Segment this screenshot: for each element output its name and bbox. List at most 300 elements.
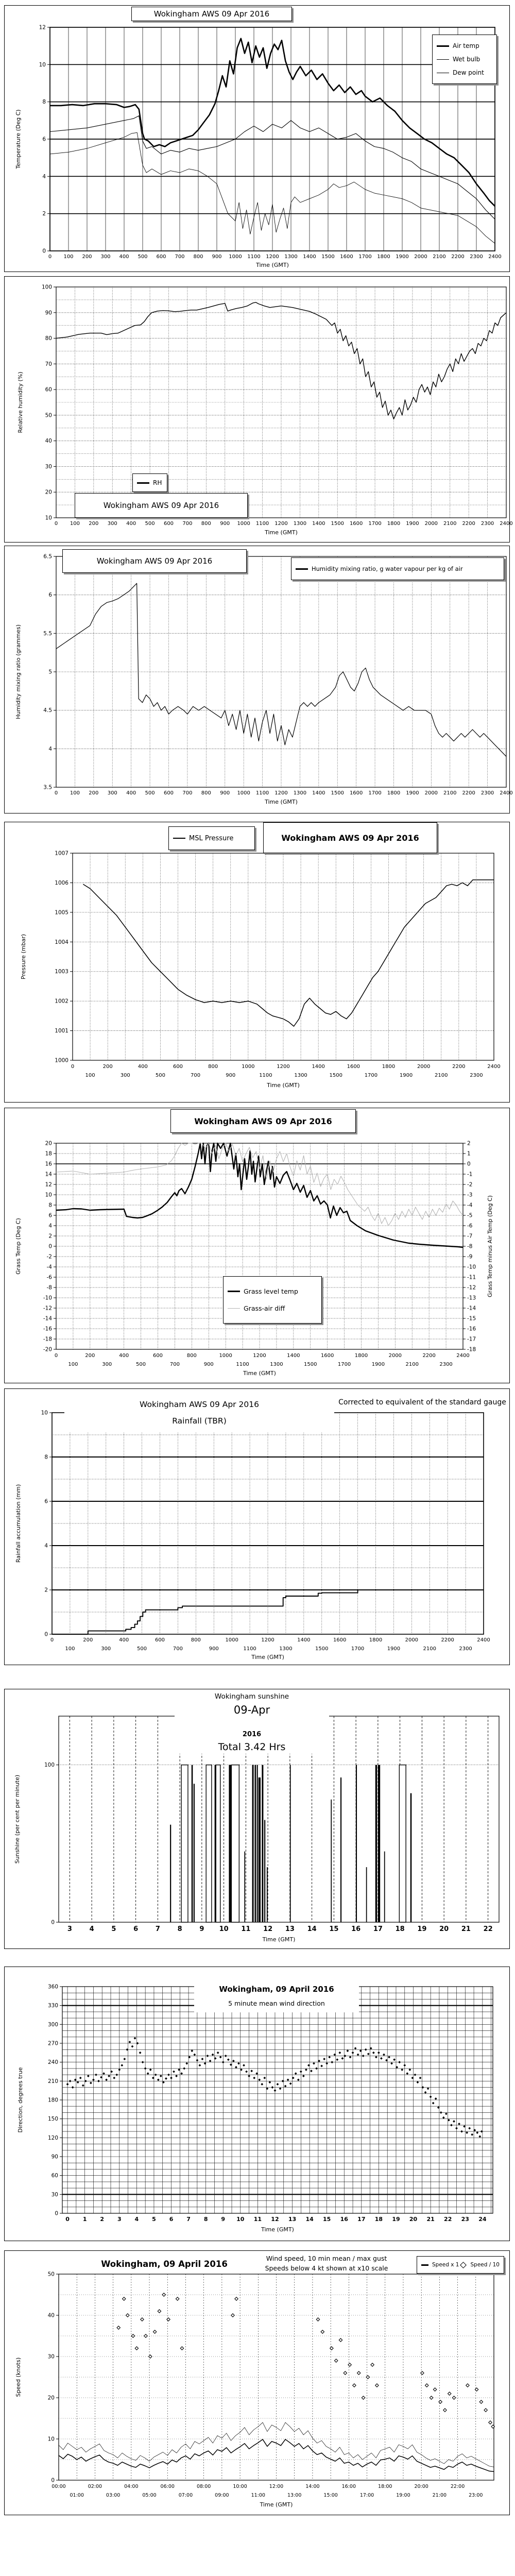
x-tick-label: 800: [186, 1353, 197, 1359]
y-tick-label: 120: [47, 2134, 58, 2141]
y-tick-label: 8: [42, 99, 46, 106]
x-tick-label: 900: [220, 790, 230, 796]
legend-item: [173, 835, 250, 842]
y-axis-label: Direction, degrees true: [17, 2067, 24, 2133]
legend-label: Speed x 1: [432, 2262, 459, 2268]
x-tick-label: 1400: [312, 1064, 325, 1070]
x-tick-label: 10: [219, 1925, 229, 1933]
y2-tick-label: -15: [467, 1315, 476, 1322]
temperature-chart: [4, 5, 510, 272]
x-tick-label: 300: [101, 1646, 111, 1652]
x-tick-label: 1800: [382, 1064, 396, 1070]
wind-speed-chart: [4, 2250, 510, 2515]
chart-title-text: Wokingham, 09 April 2016: [101, 2259, 228, 2269]
y-tick-label: 0: [55, 2210, 58, 2217]
y2-tick-label: -2: [467, 1181, 473, 1188]
y-tick-label: 100: [44, 1762, 55, 1769]
x-tick-label: 200: [89, 521, 99, 527]
grass-temp-chart-canvas: [5, 1108, 509, 1382]
x-tick-label: 0: [54, 1353, 58, 1359]
x-tick-label: 24: [478, 2216, 487, 2223]
x-axis-label: Time (GMT): [260, 2501, 293, 2508]
y-tick-label: 1002: [55, 998, 68, 1005]
x-tick-label: 2300: [480, 521, 494, 527]
chart-title: Wokingham sunshine: [214, 1692, 289, 1701]
y-tick-label: 40: [45, 438, 52, 445]
y-tick-label: -14: [43, 1315, 52, 1322]
chart-subtitle: 5 minute mean wind direction: [228, 1999, 325, 2007]
rh-line-icon: [137, 482, 149, 484]
x-tick-label: 2: [100, 2216, 105, 2223]
y2-tick-label: -9: [467, 1253, 473, 1260]
x-tick-label: 800: [191, 1637, 201, 1643]
y-tick-label: 30: [47, 2353, 55, 2360]
x-tick-label: 600: [152, 1353, 163, 1359]
x-tick-label: 200: [82, 254, 92, 260]
x-tick-label: 14:00: [305, 2484, 320, 2489]
y2-tick-label: -16: [467, 1326, 476, 1332]
legend-item: [296, 565, 500, 572]
x-tick-label: 1000: [229, 254, 242, 260]
y-tick-label: 1007: [55, 850, 68, 857]
x-tick-label: 900: [203, 1362, 214, 1367]
x-tick-label: 4: [89, 1925, 94, 1933]
x-tick-label: 1000: [225, 1637, 238, 1643]
y-tick-label: 10: [41, 1410, 48, 1416]
x-tick-label: 1100: [255, 521, 269, 527]
y-tick-label: 14: [45, 1171, 52, 1178]
x-tick-label: 1900: [371, 1362, 385, 1367]
x-tick-label: 3: [67, 1925, 72, 1933]
y-tick-label: 6: [48, 1212, 52, 1219]
y-tick-label: 5: [48, 669, 52, 675]
y-tick-label: 6: [42, 136, 46, 143]
legend-label: Speed / 10: [470, 2262, 500, 2268]
x-tick-label: 1100: [247, 254, 261, 260]
x-tick-label: 02:00: [88, 2484, 102, 2489]
x-tick-label: 2200: [422, 1353, 436, 1359]
x-tick-label: 6: [169, 2216, 174, 2223]
x-tick-label: 1900: [399, 1073, 413, 1078]
y-tick-label: 1006: [55, 879, 68, 886]
x-tick-label: 17: [357, 2216, 366, 2223]
y-tick-label: 1000: [55, 1057, 68, 1064]
x-tick-label: 1900: [406, 790, 419, 796]
y-tick-label: 0: [51, 2477, 55, 2484]
note-text: Corrected to equivalent of the standard gauge: [338, 1398, 506, 1406]
chart-title-box: [170, 1109, 356, 1133]
y-tick-label: 100: [41, 284, 52, 291]
y-tick-label: 180: [47, 2097, 58, 2104]
y-tick-label: 80: [45, 335, 52, 342]
legend-label: Air temp: [453, 42, 479, 49]
x-tick-label: 20:00: [414, 2484, 428, 2489]
x-tick-label: 500: [145, 521, 155, 527]
x-tick-label: 12: [271, 2216, 279, 2223]
pressure-legend: [168, 826, 255, 850]
x-tick-label: 2400: [487, 1064, 501, 1070]
x-tick-label: 18: [395, 1925, 405, 1933]
x-tick-label: 2300: [470, 1073, 483, 1078]
x-tick-label: 500: [155, 1073, 165, 1078]
x-tick-label: 400: [119, 1353, 129, 1359]
temperature-legend: [432, 35, 497, 84]
y-tick-label: -16: [43, 1326, 52, 1332]
x-tick-label: 1800: [377, 254, 390, 260]
y-tick-label: 4: [44, 1543, 48, 1549]
y-tick-label: 0: [42, 248, 46, 255]
x-tick-label: 9: [221, 2216, 226, 2223]
x-tick-label: 1400: [303, 254, 316, 260]
x-tick-label: 1700: [351, 1646, 365, 1652]
x-tick-label: 600: [173, 1064, 183, 1070]
y-tick-label: 50: [47, 2271, 55, 2278]
x-tick-label: 8: [203, 2216, 208, 2223]
mixing-ratio-chart: [4, 546, 513, 814]
y-tick-label: 12: [39, 24, 46, 31]
x-tick-label: 2400: [488, 254, 502, 260]
x-tick-label: 100: [68, 1362, 78, 1367]
y-tick-label: 0: [48, 1243, 52, 1250]
rainfall-chart: [4, 1388, 510, 1665]
x-tick-label: 1900: [396, 254, 409, 260]
x-tick-label: 2300: [470, 254, 483, 260]
x-tick-label: 13: [285, 1925, 295, 1933]
legend-item: [437, 56, 492, 63]
y2-tick-label: -14: [467, 1305, 476, 1312]
year-label: 2016: [242, 1731, 262, 1738]
y-tick-label: 18: [45, 1150, 52, 1157]
x-tick-label: 22: [483, 1925, 493, 1933]
x-tick-label: 800: [208, 1064, 218, 1070]
y-tick-label: 4: [48, 1223, 52, 1229]
x-tick-label: 800: [201, 790, 211, 796]
y-tick-label: 50: [45, 412, 52, 419]
x-tick-label: 1000: [237, 521, 250, 527]
y-axis-label: Sunshine (per cent per minute): [14, 1774, 21, 1864]
y-tick-label: 60: [51, 2173, 58, 2179]
x-tick-label: 2100: [435, 1073, 448, 1078]
chart-title: Wokingham AWS 09 Apr 2016: [281, 833, 419, 843]
chart-title: [72, 2259, 257, 2269]
x-tick-label: 900: [220, 521, 230, 527]
x-tick-label: 6: [133, 1925, 139, 1933]
y-tick-label: 8: [44, 1454, 48, 1461]
x-tick-label: 2400: [500, 521, 513, 527]
x-tick-label: 400: [119, 1637, 129, 1643]
x-tick-label: 500: [137, 1646, 147, 1652]
x-tick-label: 900: [212, 254, 222, 260]
y2-axis-label: Grass Temp minus Air Temp (Deg C): [487, 1195, 493, 1297]
x-tick-label: 700: [175, 254, 185, 260]
y-axis-label: Pressure (mbar): [20, 934, 27, 980]
x-tick-label: 400: [126, 521, 136, 527]
wet-bulb-line-icon: [437, 59, 449, 60]
x-tick-label: 7: [186, 2216, 191, 2223]
x-tick-label: 0: [65, 2216, 70, 2223]
y-tick-label: 12: [45, 1181, 52, 1188]
x-tick-label: 1600: [349, 521, 363, 527]
x-tick-label: 1300: [293, 790, 307, 796]
x-tick-label: 2400: [500, 790, 513, 796]
y-tick-label: 70: [45, 361, 52, 367]
y-tick-label: 20: [47, 2395, 55, 2401]
chart-title-box: [75, 493, 248, 518]
legend-item: [437, 42, 492, 49]
y-tick-label: 4: [48, 745, 52, 752]
x-tick-label: 19: [392, 2216, 400, 2223]
x-tick-label: 22: [444, 2216, 452, 2223]
x-tick-label: 01:00: [70, 2493, 84, 2498]
x-tick-label: 2300: [480, 790, 494, 796]
y-tick-label: 90: [45, 310, 52, 316]
y-tick-label: 0: [51, 1919, 55, 1926]
x-tick-label: 1800: [387, 521, 401, 527]
x-tick-label: 1300: [279, 1646, 293, 1652]
x-tick-label: 900: [226, 1073, 236, 1078]
y-tick-label: 10: [39, 61, 46, 68]
x-tick-label: 1200: [253, 1353, 266, 1359]
x-tick-label: 0: [48, 254, 52, 260]
x-tick-label: 600: [156, 254, 166, 260]
x-tick-label: 0: [54, 790, 58, 796]
x-tick-label: 600: [163, 790, 174, 796]
y-tick-label: 240: [47, 2059, 58, 2066]
x-tick-label: 23:00: [469, 2493, 483, 2498]
x-tick-label: 1100: [259, 1073, 272, 1078]
x-tick-label: 5: [152, 2216, 156, 2223]
x-tick-label: 2100: [405, 1362, 419, 1367]
x-tick-label: 1900: [406, 521, 419, 527]
y-tick-label: 6: [48, 592, 52, 599]
grass-air-diff-line-icon: [228, 1308, 240, 1309]
x-tick-label: 100: [70, 790, 80, 796]
x-tick-label: 2400: [477, 1637, 490, 1643]
x-tick-label: 1000: [242, 1064, 255, 1070]
y2-tick-label: -6: [467, 1223, 473, 1229]
legend-item: [421, 2262, 459, 2268]
y-tick-label: 2: [48, 1233, 52, 1240]
y-tick-label: 300: [47, 2021, 58, 2028]
x-tick-label: 06:00: [160, 2484, 175, 2489]
x-tick-label: 07:00: [178, 2493, 193, 2498]
x-tick-label: 2000: [405, 1637, 419, 1643]
sunshine-chart: [4, 1689, 510, 1949]
x-tick-label: 2300: [459, 1646, 472, 1652]
x-tick-label: 2000: [417, 1064, 431, 1070]
y-tick-label: -6: [46, 1274, 52, 1281]
wind-speed-legend: [417, 2256, 504, 2274]
wind-speed-chart-canvas: [5, 2251, 509, 2514]
x-tick-label: 1900: [387, 1646, 401, 1652]
y-tick-label: 5.5: [43, 630, 52, 637]
y-axis-label: Speed (knots): [15, 2357, 22, 2397]
x-tick-label: 9: [199, 1925, 204, 1933]
y-tick-label: -4: [46, 1264, 52, 1270]
y-tick-label: 3.5: [43, 784, 52, 791]
chart-title-box: [194, 1979, 359, 2012]
y-axis-label: Relative humidity (%): [17, 371, 24, 433]
y-tick-label: -10: [43, 1295, 52, 1301]
x-tick-label: 3: [117, 2216, 122, 2223]
rh-legend: [132, 473, 167, 492]
x-tick-label: 100: [70, 521, 80, 527]
x-tick-label: 17:00: [359, 2493, 374, 2498]
x-tick-label: 2200: [441, 1637, 454, 1643]
legend-item: [137, 479, 163, 486]
x-tick-label: 2400: [456, 1353, 470, 1359]
x-tick-label: 16:00: [341, 2484, 356, 2489]
x-tick-label: 300: [102, 1362, 112, 1367]
chart-title: Wokingham AWS 09 Apr 2016: [194, 1116, 332, 1126]
x-tick-label: 1600: [320, 1353, 334, 1359]
legend-label: Grass-air diff: [244, 1304, 285, 1313]
x-tick-label: 1700: [364, 1073, 378, 1078]
x-tick-label: 1200: [261, 1637, 274, 1643]
x-tick-label: 4: [134, 2216, 139, 2223]
x-tick-label: 100: [65, 1646, 75, 1652]
y-tick-label: 4.5: [43, 707, 52, 714]
x-axis-label: Time (GMT): [243, 1370, 276, 1377]
x-tick-label: 300: [100, 254, 111, 260]
x-axis-label: Time (GMT): [262, 1936, 296, 1943]
date-label: 09-Apr: [233, 1704, 270, 1716]
x-tick-label: 15:00: [323, 2493, 338, 2498]
x-tick-label: 300: [120, 1073, 130, 1078]
x-tick-label: 1700: [358, 254, 372, 260]
y2-tick-label: -8: [467, 1243, 473, 1250]
chart-title-box: [62, 549, 247, 573]
x-tick-label: 13:00: [287, 2493, 302, 2498]
y-axis-label: Humidity mixing ratio (grammes): [15, 624, 22, 719]
grass-temp-line-icon: [228, 1291, 240, 1292]
x-tick-label: 18: [374, 2216, 383, 2223]
x-tick-label: 21: [461, 1925, 471, 1933]
x-tick-label: 19:00: [396, 2493, 410, 2498]
x-tick-label: 1100: [243, 1646, 256, 1652]
y2-tick-label: -13: [467, 1295, 476, 1301]
y2-tick-label: -5: [467, 1212, 473, 1219]
legend-item: [459, 2262, 500, 2268]
y-tick-label: 6.5: [43, 553, 52, 560]
x-tick-label: 1600: [349, 790, 363, 796]
y2-tick-label: 2: [467, 1140, 471, 1147]
x-tick-label: 200: [83, 1637, 93, 1643]
x-tick-label: 2200: [451, 254, 465, 260]
y2-tick-label: 0: [467, 1161, 471, 1167]
x-tick-label: 2200: [462, 521, 475, 527]
pressure-chart-canvas: [5, 822, 509, 1101]
y-tick-label: 30: [45, 463, 52, 470]
y2-tick-label: -10: [467, 1264, 476, 1270]
wind-direction-chart: [4, 1967, 510, 2241]
chart-title: Wokingham, 09 April 2016: [219, 1985, 334, 1994]
x-tick-label: 1500: [304, 1362, 317, 1367]
y2-tick-label: -7: [467, 1233, 473, 1240]
x-tick-label: 100: [85, 1073, 95, 1078]
x-tick-label: 00:00: [52, 2484, 66, 2489]
note-line-1: Wind speed, 10 min mean / max gust: [266, 2255, 387, 2262]
x-tick-label: 1200: [277, 1064, 290, 1070]
x-tick-label: 0: [71, 1064, 75, 1070]
x-tick-label: 1000: [237, 790, 250, 796]
x-tick-label: 1800: [354, 1353, 368, 1359]
legend-label: Humidity mixing ratio, g water vapour per kg of air: [312, 565, 463, 572]
chart-title: Wokingham AWS 09 Apr 2016: [103, 501, 219, 510]
x-tick-label: 800: [201, 521, 211, 527]
x-tick-label: 1500: [329, 1073, 342, 1078]
y-axis-label: Grass Temp (Deg C): [15, 1218, 22, 1275]
y-tick-label: -2: [46, 1253, 52, 1260]
x-tick-label: 0: [50, 1637, 54, 1643]
y-tick-label: 4: [42, 173, 46, 180]
y-tick-label: 10: [45, 515, 52, 521]
y-tick-label: 16: [45, 1161, 52, 1167]
y-tick-label: 2: [42, 211, 46, 217]
x-tick-label: 15: [323, 2216, 331, 2223]
x-tick-label: 700: [182, 521, 193, 527]
x-tick-label: 2200: [452, 1064, 466, 1070]
x-tick-label: 1700: [368, 790, 382, 796]
x-tick-label: 300: [107, 521, 117, 527]
x-tick-label: 100: [63, 254, 74, 260]
x-tick-label: 1000: [219, 1353, 232, 1359]
y-tick-label: 0: [44, 1631, 48, 1638]
y-tick-label: 1001: [55, 1028, 68, 1035]
x-tick-label: 14: [307, 1925, 317, 1933]
x-tick-label: 400: [126, 790, 136, 796]
legend-item: [437, 69, 492, 76]
x-tick-label: 11:00: [251, 2493, 265, 2498]
y-tick-label: 40: [47, 2312, 55, 2319]
x-tick-label: 1400: [312, 521, 325, 527]
x-tick-label: 1: [82, 2216, 87, 2223]
x-axis-label: Time (GMT): [265, 529, 298, 536]
legend-label: Dew point: [453, 69, 484, 76]
legend-label: Wet bulb: [453, 56, 480, 63]
y-tick-label: 210: [47, 2078, 58, 2084]
y-tick-label: 360: [47, 1984, 58, 1990]
x-tick-label: 1500: [331, 521, 344, 527]
pressure-chart: [4, 822, 510, 1103]
chart-title-box: [64, 1393, 334, 1432]
x-tick-label: 1700: [337, 1362, 351, 1367]
x-tick-label: 20: [409, 2216, 418, 2223]
x-tick-label: 03:00: [106, 2493, 121, 2498]
x-tick-label: 04:00: [124, 2484, 139, 2489]
x-tick-label: 1500: [321, 254, 335, 260]
x-tick-label: 17: [373, 1925, 383, 1933]
mixing-ratio-chart-canvas: [5, 546, 513, 812]
x-tick-label: 1200: [274, 790, 288, 796]
diamond-icon: [460, 2262, 467, 2268]
x-tick-label: 21: [426, 2216, 435, 2223]
chart-title-box: [131, 7, 292, 21]
legend-item: [228, 1304, 317, 1312]
mixing-ratio-legend: [291, 557, 504, 580]
x-tick-label: 16: [351, 1925, 361, 1933]
x-tick-label: 400: [119, 254, 129, 260]
x-tick-label: 11: [253, 2216, 262, 2223]
y-tick-label: 20: [45, 489, 52, 496]
x-tick-label: 1100: [236, 1362, 249, 1367]
x-tick-label: 700: [169, 1362, 180, 1367]
y-tick-label: 30: [51, 2191, 58, 2198]
x-tick-label: 200: [102, 1064, 113, 1070]
x-tick-label: 1200: [274, 521, 288, 527]
x-tick-label: 1400: [287, 1353, 300, 1359]
x-tick-label: 22:00: [450, 2484, 465, 2489]
